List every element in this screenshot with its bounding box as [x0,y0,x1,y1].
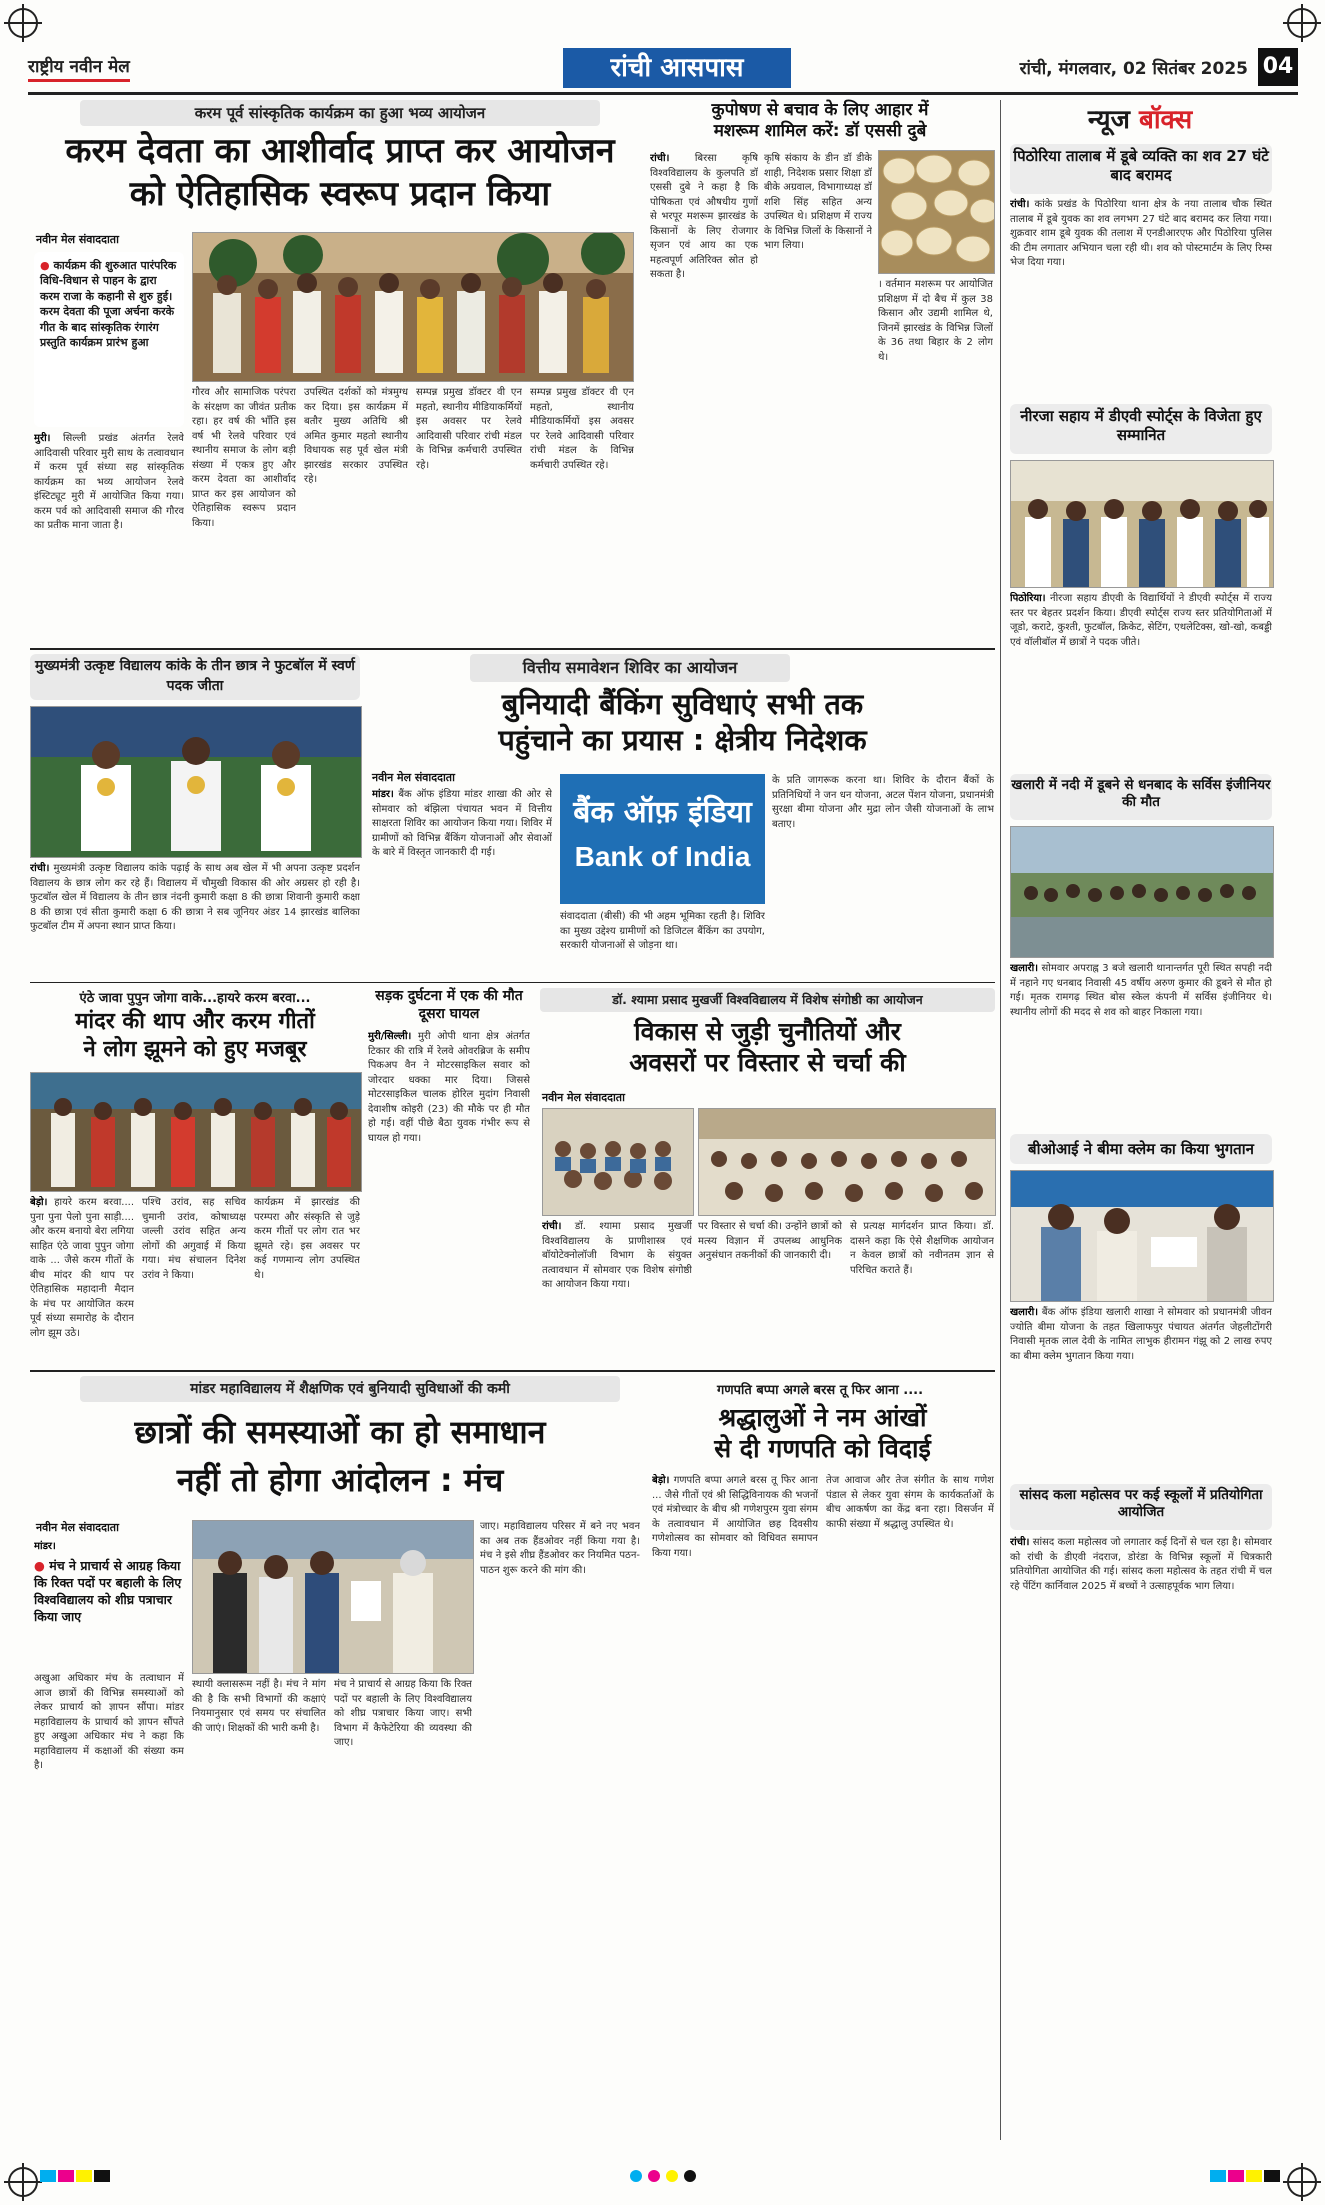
registration-mark [8,8,38,38]
masthead [28,48,1298,92]
bullet-icon: ● [40,259,50,272]
bullet-icon: ● [34,1558,45,1573]
registration-mark [1287,2167,1317,2197]
story-body: मांडर। [34,1541,56,1552]
seminar-hall-photo [698,1108,996,1216]
story-quote: ● मंच ने प्राचार्य से आग्रह किया कि रिक्त पदों पर बहाली के लिए विश्वविद्यालय को शीघ्र पत्राचार किया जाए [34,1558,182,1624]
section-rule [30,1370,995,1372]
story-body: के प्रति जागरूक करना था। शिविर के दौरान बैंकों के प्रतिनिधियों ने जन धन योजना, अटल पेंशन योजना, प्रधानमंत्री सुरक्षा बीमा योजना और मुद्रा लोन जैसी योजनाओं के लाभ बताए। [772,775,994,830]
headline-line: करम देवता का आशीर्वाद प्राप्त कर आयोजन [65,131,615,171]
story-body: मांडर। बैंक ऑफ इंडिया मांडर शाखा की ओर से सोमवार को बंझिला पंचायत भवन में वित्तीय साक्षरता शिविर का आयोजन किया गया। शिविर में ग्रामीणों को विभिन्न बैंकिंग योजनाओं और सेवाओं के बारे में विस्तृत जानकारी दी गई। [372,789,552,858]
story-kicker: गणपति बप्पा अगले बरस तू फिर आना .... [716,1383,924,1398]
story-headline [30,130,650,215]
color-swatch [1228,2170,1244,2182]
story-body: सम्पन्न प्रमुख डॉक्टर वी एन महतो, स्थानीय मीडियाकर्मियों इस अवसर पर रेलवे आदिवासी परिवार रांची मंडल के विभिन्न कर्मचारी उपस्थित रहे। [530,387,634,471]
story-headline: कुपोषण से बचाव के लिए आहार में मशरूम शामिल करें: डॉ एससी दुबे [711,100,929,142]
color-dot [648,2170,660,2182]
story-kicker: वित्तीय समावेशन शिविर का आयोजन [470,654,790,682]
story-headline: श्रद्धालुओं ने नम आंखों से दी गणपति को विदाई [714,1403,931,1464]
section-rule [30,648,995,650]
story-body: से प्रत्यक्ष मार्गदर्शन प्राप्त किया। डॉ. दासने कहा कि ऐसे शैक्षणिक आयोजन न केवल छात्रों को नवीनतम ज्ञान से परिचित कराते हैं। [850,1221,994,1276]
story-body: । वर्तमान मशरूम पर आयोजित प्रशिक्षण में दो बैच में कुल 38 किसान और उद्यमी शामिल थे, जिनमें झारखंड के विभिन्न जिलों के 36 तथा बिहार के 2 लोग थे। [878,279,993,363]
story-body: रांची। बिरसा कृषि विश्वविद्यालय के कुलपति डॉ एससी दुबे ने कहा है कि पोषिकता एवं औषधीय गुणों से भरपूर मशरूम झारखंड के किसानों के लिए रोजगार सृजन एवं आय का एक महत्वपूर्ण अतिरिक्त स्रोत हो सकता है। [650,153,758,280]
color-dot [684,2170,696,2182]
section-rule [30,982,995,983]
registration-mark [8,2167,38,2197]
story-kicker: एंठे जावा पुपुन जोगा वाके...हायरे करम बरवा... [79,991,311,1006]
story-body: कार्यक्रम में झारखंड की परम्परा और संस्कृति से जुड़े करम गीतों पर लोग रात भर झूमते रहे। इस अवसर पर कई गणमान्य लोग उपस्थित थे। [254,1197,360,1281]
news-box-title: नीरजा सहाय में डीएवी स्पोर्ट्स के विजेता हुए सम्मानित [1010,404,1272,454]
insurance-claim-photo [1010,1170,1274,1302]
story-body: संवाददाता (बीसी) की भी अहम भूमिका रहती है। शिविर का मुख्य उद्देश्य ग्रामीणों को डिजिटल बैंकिंग का उपयोग, सरकारी योजनाओं से जोड़ना था। [560,911,765,951]
story-kicker: करम पूर्व सांस्कृतिक कार्यक्रम का हुआ भव्य आयोजन [80,100,600,126]
bank-of-india-logo: बैंक ऑफ़ इंडिया Bank of India [560,774,765,904]
news-box-title: खलारी में नदी में डूबने से धनबाद के सर्विस इंजीनियर की मौत [1010,774,1272,820]
story-kicker: मांडर महाविद्यालय में शैक्षणिक एवं बुनियादी सुविधाओं की कमी [80,1376,620,1402]
news-box-title: पिठोरिया तालाब में डूबे व्यक्ति का शव 27 घंटे बाद बरामद [1010,144,1272,194]
news-box-body: खलारी। बैंक ऑफ इंडिया खलारी शाखा ने सोमवार को प्रधानमंत्री जीवन ज्योति बीमा योजना के तहत खिलाफपुर पंचायत अंतर्गत जेहलीटोंगरी निवासी मृतक लाल देवी के नामित लाभुक हीरामन गंझू को 2 लाख रुपए का बीमा क्लेम भुगतान किया गया। [1010,1307,1272,1362]
color-dot [630,2170,642,2182]
story-body: स्थायी क्लासरूम नहीं है। मंच ने मांग की है कि सभी विभागों की कक्षाएं नियमानुसार एवं समय पर संचालित की जाएं। शिक्षकों की भारी कमी है। [192,1679,326,1734]
page-number: 04 [1258,48,1298,86]
story-headline: सड़क दुर्घटना में एक की मौत दूसरा घायल [375,988,523,1022]
section-title: रांची आसपास [563,48,791,88]
dance-photo [30,1072,362,1192]
story-body: रांची। डॉ. श्यामा प्रसाद मुखर्जी विश्वविद्यालय के प्राणीशास्त्र एवं बॉयोटेक्नोलॉजी विभाग के संयुक्त तत्वावधान में सोमवार एक विशेष संगोष्ठी का आयोजन किया गया। [542,1221,692,1290]
story-headline: छात्रों की समस्याओं का हो समाधान नहीं तो होगा आंदोलन : मंच [134,1413,546,1499]
story-body: मंच ने प्राचार्य से आग्रह किया कि रिक्त पदों पर बहाली के लिए विश्वविद्यालय को शीघ्र पत्राचार किया जाए। सभी विभाग में कैफेटेरिया की व्यवस्था की जाए। [334,1679,472,1748]
story-body: अखुआ अधिकार मंच के तत्वाधान में आज छात्रों की विभिन्न समस्याओं को लेकर प्राचार्य को ज्ञापन सौंपा। मांडर महाविद्यालय के प्राचार्य को ज्ञापन सौंपते हुए अखुआ अधिकार मंच ने कहा कि महाविद्यालय में कक्षाओं की संख्या कम है। [34,1673,184,1771]
story-body: मुरी। सिल्ली प्रखंड अंतर्गत रेलवे आदिवासी परिवार मुरी साथ के तत्वावधान में करम पूर्व संध्या सह सांस्कृतिक कार्यक्रम का भव्य आयोजन रेलवे इंस्टिट्यूट मुरी में आयोजित किया गया। करम पर्व को आदिवासी समाज की गौरव का प्रतीक माना जाता है। [34,433,184,531]
memorandum-photo [192,1520,474,1674]
story-body: मुरी/सिल्ली। मुरी ओपी थाना क्षेत्र अंतर्गत टिकार की रात्रि में रेलवे ओवरब्रिज के समीप पिकअप वैन ने मोटरसाइकिल सवार को जोरदार धक्का मार दिया। जिससे मोटरसाइकिल चालक होरिल मुदांग निवासी देवाशीष कोइरी (23) की मौके पर ही मौत हो गई। वहीं पीछे बैठा युवक गंभीर रूप से घायल हो गया। [368,1031,530,1144]
story-headline: मुख्यमंत्री उत्कृष्ट विद्यालय कांके के तीन छात्र ने फुटबॉल में स्वर्ण पदक जीता [30,654,360,700]
story-body: जाए। महाविद्यालय परिसर में बने नए भवन का अब तक हैंडओवर नहीं किया गया है। मंच ने इसे शीघ्र हैंडओवर कर नियमित पठन-पाठन शुरू करने की मांग की। [480,1521,640,1576]
news-box-title: सांसद कला महोत्सव पर कई स्कूलों में प्रतियोगिता आयोजित [1010,1484,1272,1530]
story-body: गौरव और सामाजिक परंपरा के संरक्षण का जीवंत प्रतीक रहा। हर वर्ष की भाँति इस वर्ष भी रेलवे परिवार एवं स्थानीय समाज के लोग बड़ी संख्या में एकत्र हुए और करम देवता का आशीर्वाद प्राप्त कर इस आयोजन को ऐतिहासिक स्वरूप प्रदान किया। [192,387,296,529]
news-boxes-header: न्यूज बॉक्स [1087,105,1193,135]
story-headline: मांदर की थाप और करम गीतों ने लोग झूमने को हुए मजबूर [75,1009,315,1062]
story-body: कृषि संकाय के डीन डॉ डीके शाही, निदेशक प्रसार शिक्षा डॉ बीके अग्रवाल, विभागाध्यक्ष डॉ शशि सिंह सहित अन्य उपस्थित थे। प्रशिक्षण में राज्य के विभिन्न जिलों के किसानों ने भाग लिया। [764,153,872,251]
masthead-rule [28,92,1298,95]
dav-sports-photo [1010,460,1274,588]
story-highlight: ● कार्यक्रम की शुरुआत पारंपरिक विधि-विधान से पाहन के द्वारा करम राजा के कहानी से शुरु हुई। करम देवता की पूजा अर्चना करके गीत के बाद सांस्कृतिक रंगारंग प्रस्तुति कार्यक्रम प्रारंभ हुआ [34,252,184,427]
story-kicker: डॉ. श्यामा प्रसाद मुखर्जी विश्वविद्यालय में विशेष संगोष्ठी का आयोजन [540,988,995,1012]
news-box-body: खलारी। सोमवार अपराह्न 3 बजे खलारी थानान्तर्गत पूरी स्थित सपही नदी में नहाने गए धनबाद निवासी 45 वर्षीय अरुण कुमार की डूबने से मौत हो गई। मृतक रामगढ़ स्थित बोस स्केल कंपनी में सर्विस इंजीनियर थे। स्थानीय लोगों की मदद से शव को बाहर निकाला गया। [1010,963,1272,1018]
river-crowd-photo [1010,826,1274,958]
story-body: रांची। मुख्यमंत्री उत्कृष्ट विद्यालय कांके पढ़ाई के साथ अब खेल में भी अपना उत्कृष्ट प्रदर्शन विद्यालय के छात्र लोग कर रहे हैं। विद्यालय में चौमुखी विकास की ओर अग्रसर हो रही है। फुटबॉल खेल में विद्यालय के तीन छात्र नंदनी कुमारी कक्षा 8 की छात्रा शिवानी कुमारी कक्षा 8 की छात्रा एवं सीता कुमारी कक्षा 6 की छात्रा ने सब जूनियर अंडर 14 झारखंड बालिका फुटबॉल टीम में अपना स्थान प्राप्त किया। [30,863,360,932]
story-body: तेज आवाज और तेज संगीत के साथ गणेश पंडाल से लेकर युवा संगम के कार्यकर्ताओं के बीच आकर्षण का केंद्र बना रहा। विसर्जन में काफी संख्या में श्रद्धालु उपस्थित थे। [826,1475,994,1530]
news-box-body: पिठोरिया। नीरजा सहाय डीएवी के विद्यार्थियों ने डीएवी स्पोर्ट्स में राज्य स्तर पर बेहतर प्रदर्शन किया। डीएवी स्पोर्ट्स राज्य स्तर प्रतियोगिताओं में जूडो, कराटे, कुश्ती, फुटबॉल, क्रिकेट, सेटिंग, एथलेटिक्स, खो-खो, कबड्डी एवं वॉलीबॉल में छात्रों ने पदक जीते। [1010,593,1272,648]
color-swatch [1246,2170,1262,2182]
mushroom-photo [878,150,995,274]
color-swatch [1210,2170,1226,2182]
news-box-body: रांची। सांसद कला महोत्सव जो लगातार कई दिनों से चल रहा है। सोमवार को रांची के डीएवी नंदराज, डोरंडा के विभिन्न स्कूलों में चित्रकारी प्रतियोगिता आयोजित की गई। सांसद कला महोत्सव के तहत रांची में चल रहे पेंटिंग कार्निवाल 2025 में बच्चों ने उत्साहपूर्वक भाग लिया। [1010,1537,1272,1592]
color-swatch [94,2170,110,2182]
color-swatch [1264,2170,1280,2182]
story-body: उपस्थित दर्शकों को मंत्रमुग्ध कर दिया। इस कार्यक्रम में बतौर मुख्य अतिथि श्री अमित कुमार महतो स्थानीय विधायक सह पूर्व खेल मंत्री झारखंड सरकार उपस्थित रहे। [304,387,408,485]
column-rule [1000,100,1001,2140]
color-swatch [40,2170,56,2182]
story-headline: विकास से जुड़ी चुनौतियों और अवसरों पर विस्तार से चर्चा की [629,1017,906,1078]
story-body: बेड़ो। गणपति बप्पा अगले बरस तू फिर आना ... जैसे गीतों एवं श्री सिद्धिविनायक की भजनों एवं मंत्रोच्चार के बीच श्री गणेशपुरम युवा संगम के तत्वावधान में आयोजित छह दिवसीय गणेशोत्सव का सोमवार को विधिवत समापन किया गया। [652,1475,818,1559]
story-body: बेड़ो। हायरे करम बरवा.... पुना पुना पेलो पुना साड़ी.... और करम बनायो बेरा लगिया साहित एंठे जावा पुपुन जोगा वाके ... जैसे करम गीतों के बीच मांदर की थाप पर ऐतिहासिक महादानी मैदान के मंच पर आयोजित करम पूर्व संध्या समारोह के दौरान लोग झूम उठे। [30,1197,134,1339]
seminar-photo [542,1108,694,1216]
color-dot [666,2170,678,2182]
football-photo [30,706,362,858]
byline: नवीन मेल संवाददाता [36,233,119,246]
newspaper-brand: राष्ट्रीय नवीन मेल [28,54,130,82]
story-body: पर विस्तार से चर्चा की। उन्होंने छात्रों को मत्स्य विज्ञान में उपलब्ध आधुनिक अनुसंधान तकनीकों की जानकारी दी। [698,1221,842,1261]
news-box-title: बीओआई ने बीमा क्लेम का किया भुगतान [1010,1134,1272,1164]
byline: नवीन मेल संवाददाता [372,771,455,784]
byline: नवीन मेल संवाददाता [36,1521,119,1534]
story-body: पश्चि उरांव, सह सचिव चुमानी उरांव, कोषाध्यक्ष जल्ली उरांव सहित अन्य लोगों की अगुवाई में किया गया। मंच संचालन दिनेश उरांव ने किया। [142,1197,246,1281]
karam-photo [192,232,634,382]
byline: नवीन मेल संवाददाता [542,1091,625,1104]
news-box-body: रांची। कांके प्रखंड के पिठोरिया थाना क्षेत्र के नया तालाब चौक स्थित तालाब में डूबे युवक का शव लगभग 27 घंटे बाद बरामद कर लिया गया। शुक्रवार शाम डूबे युवक की तलाश में एनडीआरएफ और पिठोरिया पुलिस की टीम लगातार अभियान चला रही थी। शव को पोस्टमार्टम के लिए रिम्स भेज दिया गया। [1010,199,1272,268]
registration-mark [1287,8,1317,38]
dateline: रांची, मंगलवार, 02 सितंबर 2025 [1019,59,1248,79]
story-body: सम्पन्न प्रमुख डॉक्टर वी एन महतो, स्थानीय मीडियाकर्मियों इस अवसर पर रेलवे आदिवासी परिवार रांची मंडल के विभिन्न कर्मचारी उपस्थित रहे। [416,387,522,471]
color-swatch [58,2170,74,2182]
story-headline: बुनियादी बैंकिंग सुविधाएं सभी तक पहुंचाने का प्रयास : क्षेत्रीय निदेशक [498,687,867,758]
color-swatch [76,2170,92,2182]
headline-line: को ऐतिहासिक स्वरूप प्रदान किया [129,173,551,214]
